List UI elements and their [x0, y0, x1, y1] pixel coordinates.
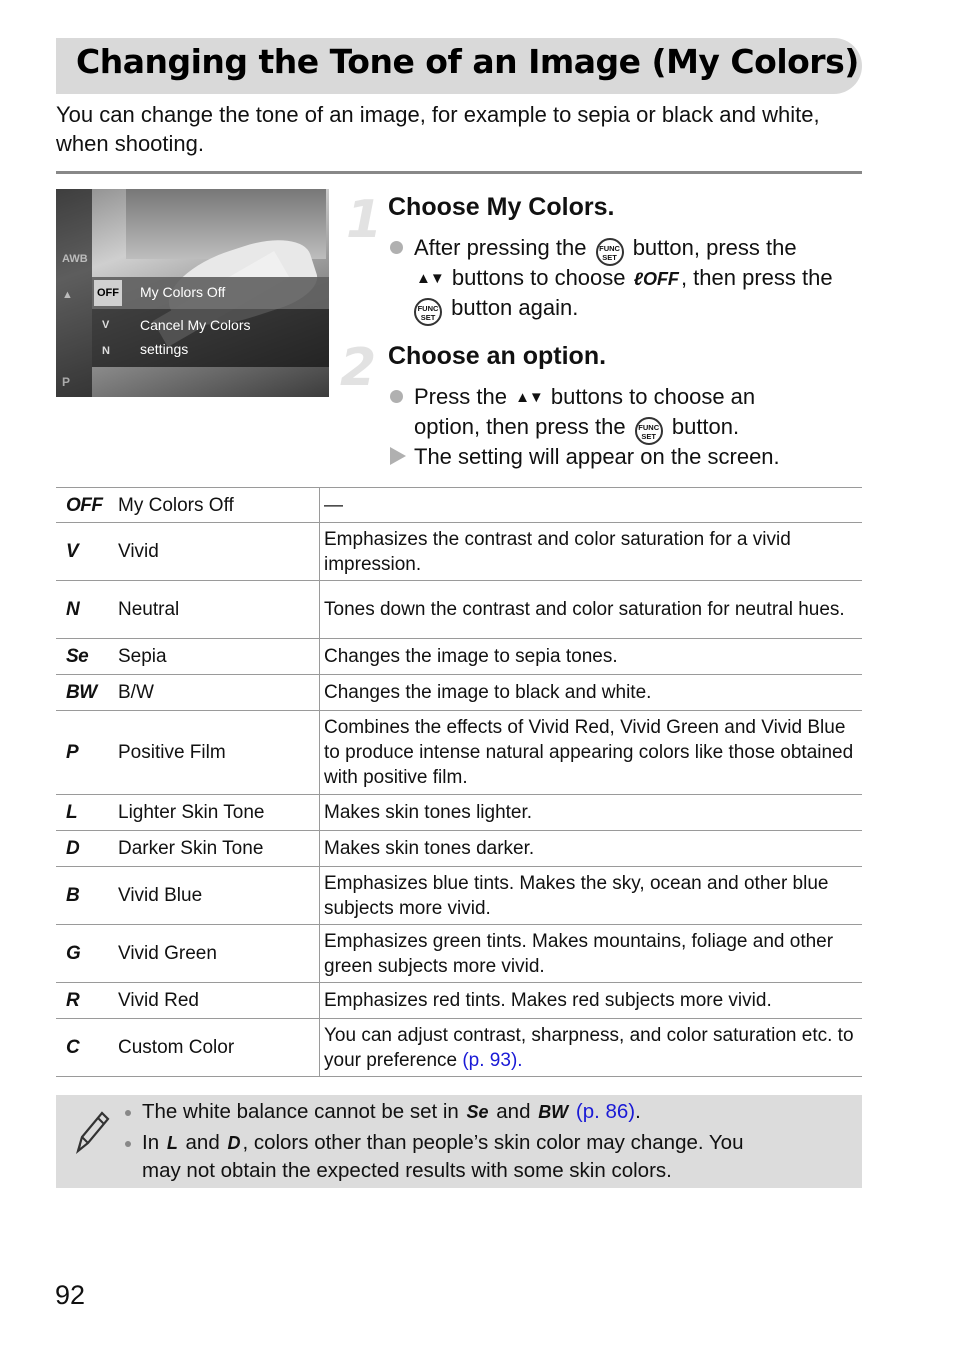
- mycolors-option-icon: Se: [56, 639, 114, 675]
- note-bullet: [125, 1110, 131, 1116]
- up-down-arrows-icon: ▲▼: [515, 389, 543, 406]
- option-name: My Colors Off: [114, 488, 320, 523]
- option-name: Lighter Skin Tone: [114, 795, 320, 831]
- option-name: Vivid Green: [114, 925, 320, 983]
- func-set-button-icon: FUNC SET: [414, 298, 442, 326]
- title-bar: [56, 38, 862, 94]
- table-row: [56, 983, 862, 1019]
- page-number: 92: [55, 1280, 86, 1310]
- option-name: Neutral: [114, 581, 320, 639]
- option-description: Makes skin tones darker.: [320, 831, 863, 867]
- step-2-text-a: Press the: [414, 384, 507, 409]
- mycolors-option-icon: P: [56, 711, 114, 795]
- bullet-dot: [390, 241, 403, 254]
- darker-skin-icon: D: [227, 1133, 241, 1153]
- bullet-dot: [390, 390, 403, 403]
- option-name: Sepia: [114, 639, 320, 675]
- step-2-text-c: option, then press the: [414, 414, 626, 439]
- screen-menu-item-cancel: Cancel My Colors: [140, 317, 251, 333]
- option-description: You can adjust contrast, sharpness, and color saturation etc. to your preference (p. 93).: [320, 1019, 863, 1077]
- step-2-text-b: buttons to choose an: [550, 384, 756, 409]
- step-2-result: The setting will appear on the screen.: [414, 444, 780, 469]
- table-row: [56, 831, 862, 867]
- mycolors-option-icon: C: [56, 1019, 114, 1077]
- option-name: Vivid: [114, 523, 320, 581]
- screen-vivid-icon: V: [102, 319, 110, 331]
- mycolors-option-icon: L: [56, 795, 114, 831]
- screen-positive-film-icon: P: [62, 375, 71, 389]
- mycolors-off-icon: ℓOFF: [633, 269, 679, 289]
- divider: [56, 171, 862, 174]
- option-description: Combines the effects of Vivid Red, Vivid Green and Vivid Blue to produce intense natural appearing colors like those obtained with positive film.: [320, 711, 863, 795]
- page-title: Changing the Tone of an Image (My Colors): [76, 42, 859, 81]
- table-row: [56, 523, 862, 581]
- result-arrow-icon: [390, 447, 406, 465]
- func-set-button-icon: FUNC SET: [596, 238, 624, 266]
- step-1-line-2: [414, 263, 864, 294]
- mycolors-option-icon: B: [56, 867, 114, 925]
- screen-wb-icon: AWB: [62, 253, 88, 265]
- step-1-line-1: [414, 233, 864, 266]
- note-box: [56, 1095, 862, 1188]
- option-description: Changes the image to sepia tones.: [320, 639, 863, 675]
- screen-neutral-icon: N: [102, 345, 110, 357]
- note-1: The white balance cannot be set in Se and BW (p. 86).: [142, 1098, 852, 1126]
- step-2-line-2: [414, 412, 864, 445]
- step-1-text-d: , then press the: [680, 265, 833, 290]
- step-1-text-b: button, press the: [632, 235, 797, 260]
- step-1-text-e: button again.: [451, 295, 579, 320]
- sepia-icon: Se: [466, 1102, 489, 1122]
- mycolors-option-icon: V: [56, 523, 114, 581]
- option-description: Changes the image to black and white.: [320, 675, 863, 711]
- table-row: [56, 488, 862, 523]
- table-row: [56, 1019, 862, 1077]
- step-2-title: Choose an option.: [388, 342, 607, 370]
- mycolors-option-icon: G: [56, 925, 114, 983]
- option-name: Darker Skin Tone: [114, 831, 320, 867]
- bw-icon: BW: [538, 1102, 569, 1122]
- step-1-line-3: [414, 293, 864, 326]
- option-description: —: [320, 488, 863, 523]
- screen-mycolors-menu: [92, 277, 329, 367]
- option-description: Emphasizes the contrast and color saturation for a vivid impression.: [320, 523, 863, 581]
- note-2: In L and D, colors other than people’s skin color may change. You may not obtain the expected results with some skin colors.: [142, 1131, 744, 1182]
- option-description: Emphasizes red tints. Makes red subjects more vivid.: [320, 983, 863, 1019]
- step-1-number: 1: [346, 190, 383, 250]
- lighter-skin-icon: L: [166, 1133, 178, 1153]
- mycolors-option-icon: OFF: [56, 488, 114, 523]
- camera-screen-image: [56, 189, 329, 397]
- mycolors-option-icon: D: [56, 831, 114, 867]
- step-1-text-c: buttons to choose: [451, 265, 626, 290]
- option-name: Vivid Red: [114, 983, 320, 1019]
- option-name: Vivid Blue: [114, 867, 320, 925]
- table-row: [56, 639, 862, 675]
- func-set-button-icon: FUNC SET: [635, 417, 663, 445]
- option-name: Positive Film: [114, 711, 320, 795]
- screen-mycolors-icon: ▲: [62, 289, 73, 301]
- page-link[interactable]: (p. 93): [462, 1049, 518, 1071]
- option-name: B/W: [114, 675, 320, 711]
- note-bullet: [125, 1141, 131, 1147]
- options-table: [56, 487, 862, 1077]
- step-2-number: 2: [340, 338, 377, 398]
- mycolors-option-icon: BW: [56, 675, 114, 711]
- option-description: Makes skin tones lighter.: [320, 795, 863, 831]
- step-1-title: Choose My Colors.: [388, 193, 615, 221]
- option-description: Emphasizes blue tints. Makes the sky, ocean and other blue subjects more vivid.: [320, 867, 863, 925]
- option-description: Emphasizes green tints. Makes mountains, foliage and other green subjects more vivid.: [320, 925, 863, 983]
- screen-menu-highlight: [92, 277, 329, 309]
- intro-text: You can change the tone of an image, for example to sepia or black and white, when shooting.: [56, 102, 820, 156]
- table-row: [56, 795, 862, 831]
- mycolors-option-icon: R: [56, 983, 114, 1019]
- option-description: Tones down the contrast and color saturation for neutral hues.: [320, 581, 863, 639]
- pencil-icon: [70, 1107, 110, 1157]
- note-link-p86[interactable]: (p. 86): [575, 1100, 636, 1123]
- screen-menu-item-cancel-2: settings: [140, 341, 189, 357]
- table-row: [56, 581, 862, 639]
- mycolors-option-icon: N: [56, 581, 114, 639]
- table-row: [56, 711, 862, 795]
- table-row: [56, 867, 862, 925]
- screen-side-menu: [56, 189, 92, 397]
- screen-menu-item-off: My Colors Off: [140, 284, 226, 300]
- table-row: [56, 675, 862, 711]
- up-down-arrows-icon: ▲▼: [416, 270, 444, 287]
- option-name: Custom Color: [114, 1019, 320, 1077]
- table-row: [56, 925, 862, 983]
- step-1-text-a: After pressing the: [414, 235, 587, 260]
- screen-mycolors-off-icon: OFF: [94, 280, 122, 306]
- step-2-text-d: button.: [671, 414, 740, 439]
- step-2-line-1: [414, 382, 864, 413]
